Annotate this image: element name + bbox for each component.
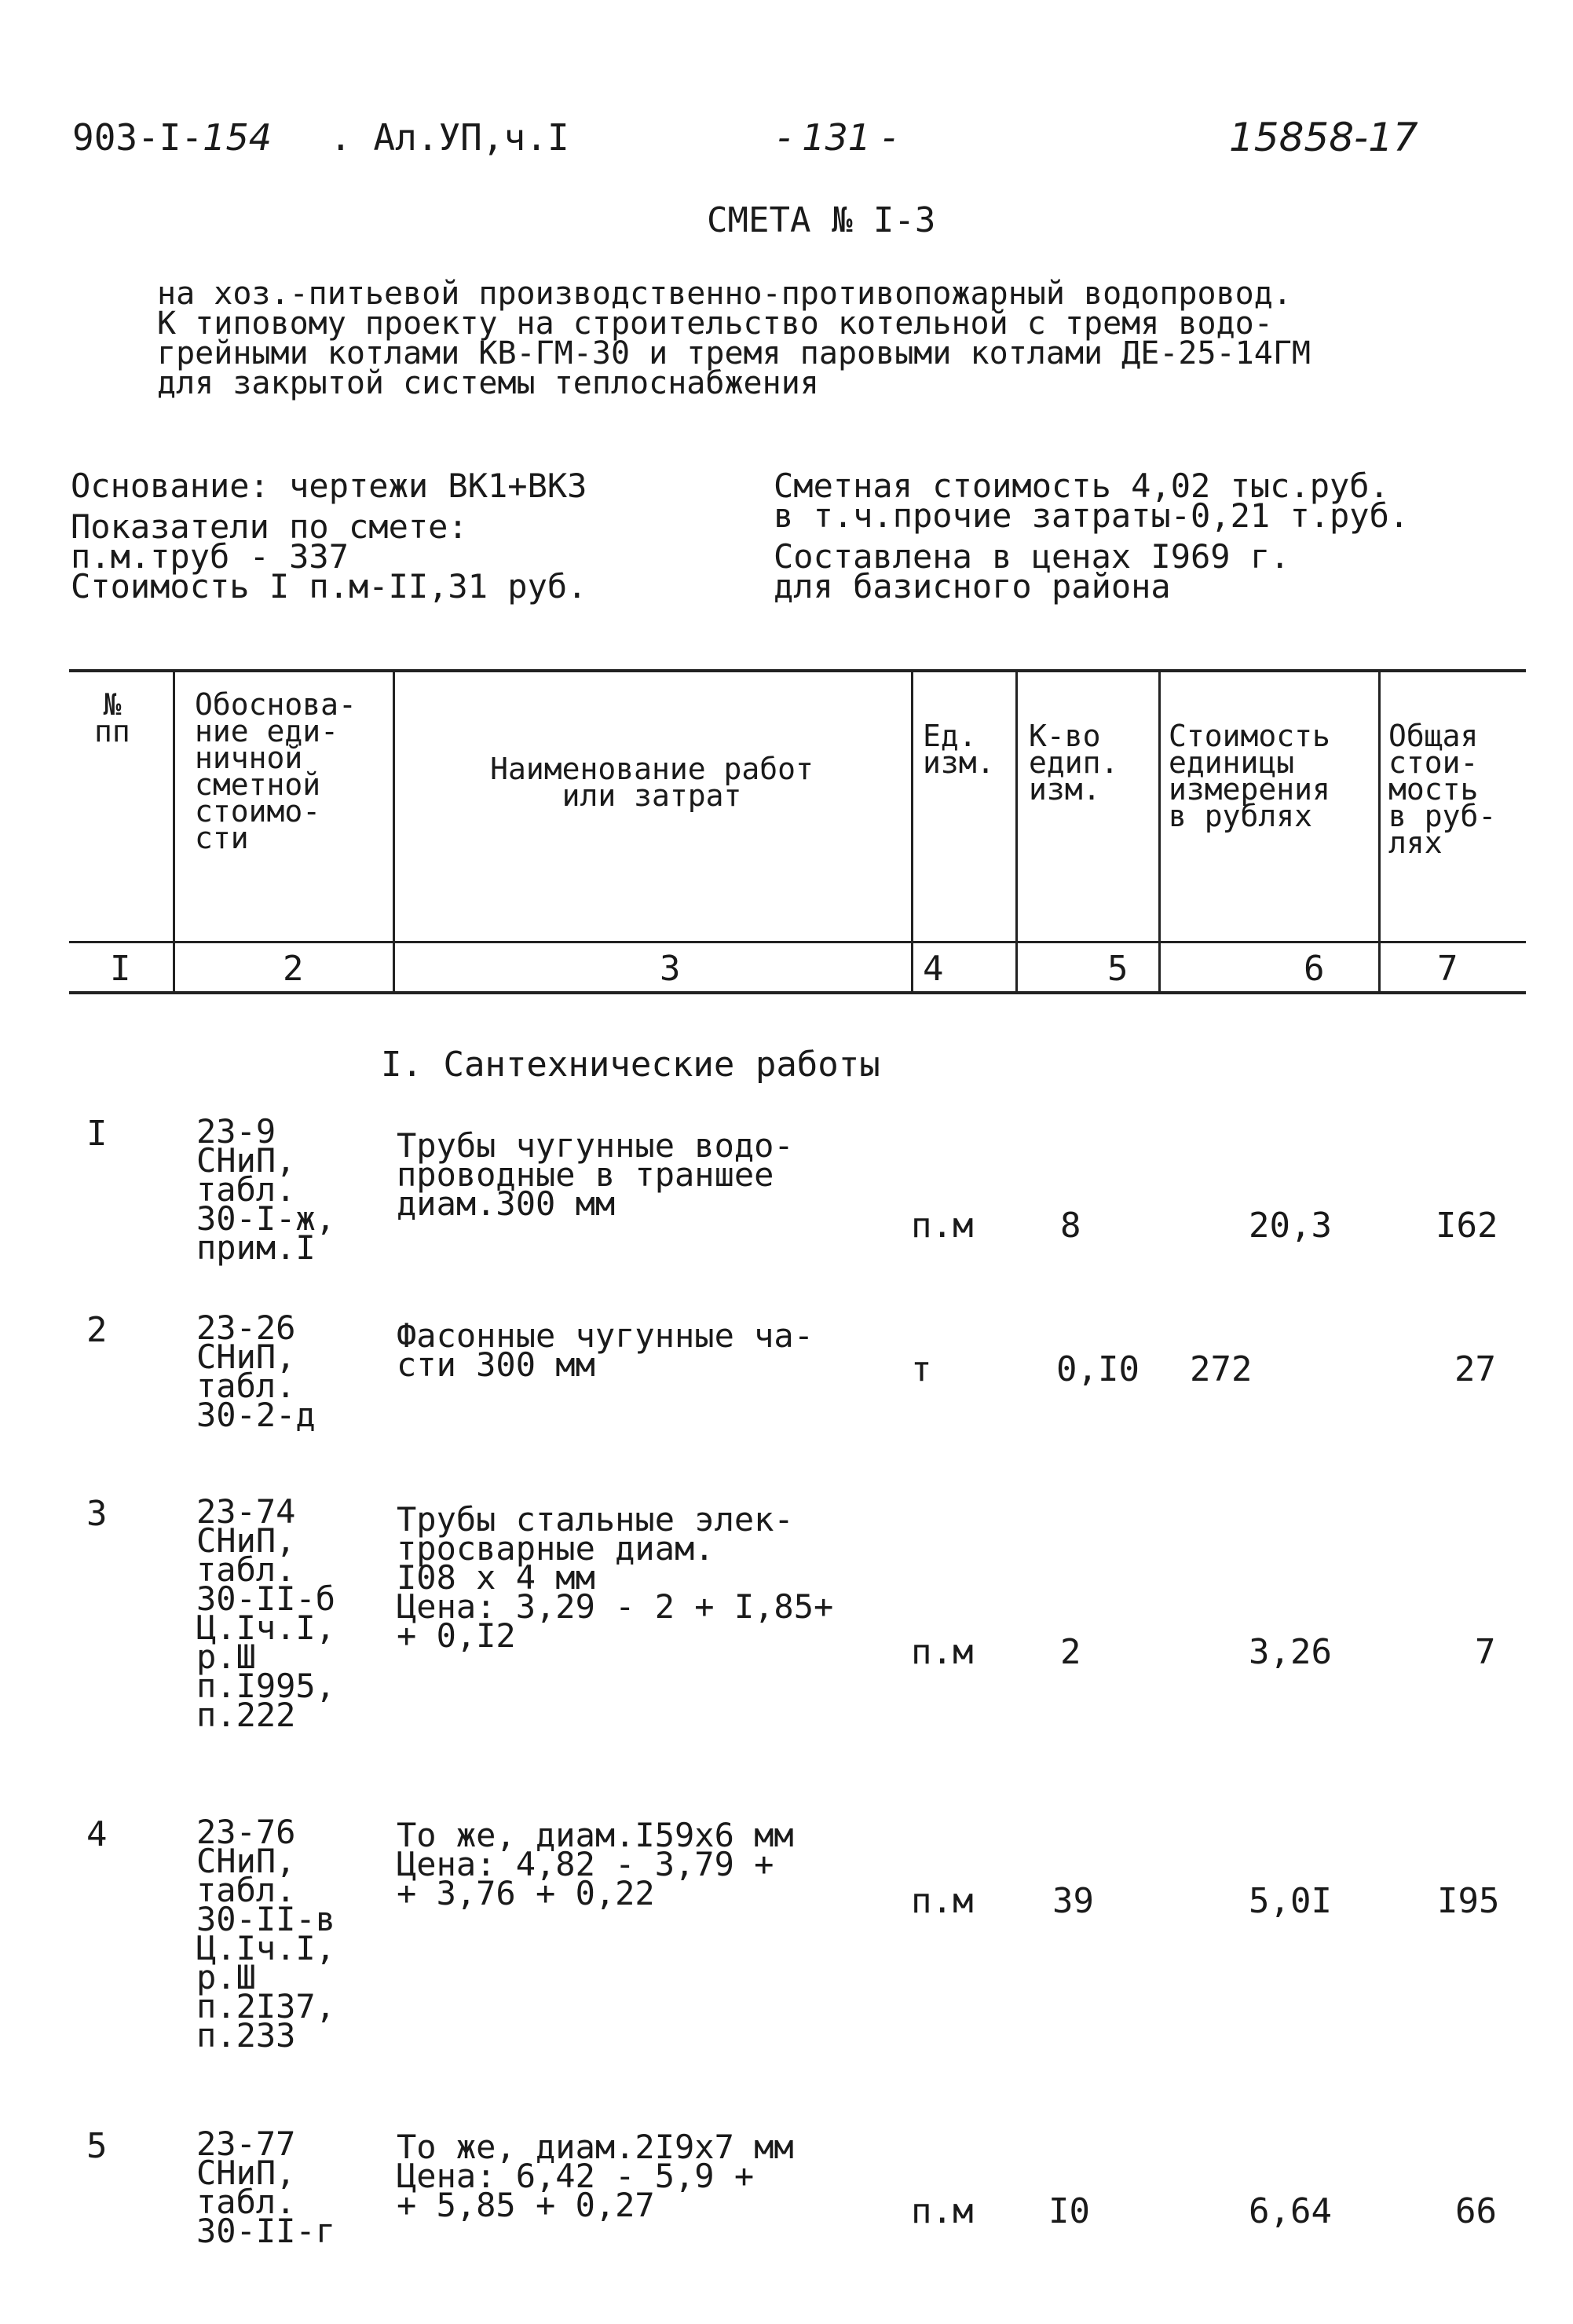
col-number: 5 bbox=[1107, 949, 1129, 989]
row-unit-price: 6,64 bbox=[1249, 2191, 1332, 2231]
column-divider bbox=[173, 672, 175, 991]
row-quantity: 2 bbox=[1060, 1632, 1081, 1672]
estimate-title: СМЕТА № I-3 bbox=[707, 200, 936, 240]
album-part: . Ал.УП,ч.I bbox=[330, 116, 569, 159]
row-total: I95 bbox=[1437, 1881, 1500, 1921]
section-title: I. Сантехнические работы bbox=[381, 1045, 880, 1085]
row-total: 66 bbox=[1455, 2191, 1497, 2231]
row-unit: п.м bbox=[911, 1632, 974, 1672]
col-number: 6 bbox=[1304, 949, 1325, 989]
row-name: То же, диам.I59х6 мм Цена: 4,82 - 3,79 + + 3,76 + 0,22 bbox=[397, 1816, 794, 1912]
row-unit: п.м bbox=[911, 1881, 974, 1921]
row-total: 7 bbox=[1475, 1632, 1496, 1672]
row-number: 5 bbox=[86, 2126, 108, 2166]
col-header-unit: Ед. изм. bbox=[923, 719, 995, 780]
column-divider bbox=[393, 672, 395, 991]
page-number: - 131 - bbox=[777, 116, 896, 159]
header-code bbox=[72, 116, 272, 159]
col-header-unit-price: Стоимость единицы измерения в рублях bbox=[1169, 719, 1330, 833]
table-top-rule bbox=[69, 669, 1526, 672]
col-number: 3 bbox=[660, 949, 681, 989]
col-number: 4 bbox=[923, 949, 944, 989]
document-number: 15858-17 bbox=[1229, 115, 1418, 160]
unit-cost: Стоимость I п.м-II,31 руб. bbox=[71, 567, 587, 606]
row-quantity: 0,I0 bbox=[1056, 1349, 1140, 1389]
row-unit-price: 5,0I bbox=[1249, 1881, 1332, 1921]
project-code-handwritten: 154 bbox=[203, 116, 272, 159]
column-numbers-rule bbox=[69, 991, 1526, 994]
row-total: I62 bbox=[1436, 1206, 1498, 1246]
row-basis: 23-74 СНиП, табл. 30-II-б Ц.Iч.I, р.Ш п.I995, п.222 bbox=[196, 1492, 336, 1734]
row-unit-price: 272 bbox=[1190, 1349, 1253, 1389]
row-number: I bbox=[86, 1114, 108, 1154]
description-line: К типовому проекту на строительство котельной с тремя водо- bbox=[157, 306, 1273, 342]
info-left bbox=[71, 467, 587, 606]
col-header-name: Наименование работ или затрат bbox=[490, 752, 814, 813]
row-basis: 23-26 СНиП, табл. 30-2-д bbox=[196, 1308, 316, 1434]
row-total: 27 bbox=[1454, 1349, 1496, 1389]
description bbox=[157, 276, 1311, 401]
row-unit: п.м bbox=[911, 1206, 974, 1246]
row-number: 2 bbox=[86, 1310, 108, 1350]
row-basis: 23-9 СНиП, табл. 30-I-ж, прим.I bbox=[196, 1112, 336, 1267]
row-unit: п.м bbox=[911, 2191, 974, 2231]
header-bottom-rule bbox=[69, 941, 1526, 943]
row-unit: т bbox=[911, 1349, 932, 1389]
description-line: для закрытой системы теплоснабжения bbox=[157, 365, 819, 401]
row-name: Трубы чугунные водо- проводные в траншее диам.300 мм bbox=[397, 1126, 794, 1223]
row-quantity: 39 bbox=[1052, 1881, 1094, 1921]
column-divider bbox=[1158, 672, 1161, 991]
indicators-label: Показатели по смете: bbox=[71, 507, 468, 546]
row-name: Трубы стальные элек- тросварные диам. I08 х 4 мм Цена: 3,29 - 2 + I,85+ + 0,I2 bbox=[397, 1500, 834, 1655]
column-divider bbox=[1378, 672, 1381, 991]
col-header-quantity: К-во едип. изм. bbox=[1029, 719, 1119, 807]
row-name: То же, диам.2I9х7 мм Цена: 6,42 - 5,9 + + 5,85 + 0,27 bbox=[397, 2128, 794, 2224]
col-number: 2 bbox=[283, 949, 304, 989]
row-unit-price: 3,26 bbox=[1249, 1632, 1332, 1672]
row-quantity: I0 bbox=[1048, 2191, 1090, 2231]
project-code-prefix: 903-I- bbox=[72, 116, 203, 159]
row-quantity: 8 bbox=[1060, 1206, 1081, 1246]
col-header-basis: Обоснова- ние еди- ничной сметной стоимо- сти bbox=[195, 687, 357, 855]
estimated-cost: Сметная стоимость 4,02 тыс.руб. bbox=[774, 467, 1389, 505]
other-costs: в т.ч.прочие затраты-0,21 т.руб. bbox=[774, 496, 1410, 535]
description-line: на хоз.-питьевой производственно-противопожарный водопровод. bbox=[157, 276, 1292, 312]
column-divider bbox=[1015, 672, 1018, 991]
col-number: 7 bbox=[1437, 949, 1458, 989]
info-right bbox=[774, 467, 1410, 606]
col-number: I bbox=[110, 949, 131, 989]
row-basis: 23-77 СНиП, табл. 30-II-г bbox=[196, 2125, 336, 2250]
base-region: для базисного района bbox=[774, 567, 1171, 606]
price-basis: Составлена в ценах I969 г. bbox=[774, 537, 1290, 576]
row-basis: 23-76 СНиП, табл. 30-II-в Ц.Iч.I, р.Ш п.2I37, п.233 bbox=[196, 1813, 336, 2055]
basis-drawings: Основание: чертежи ВК1+ВК3 bbox=[71, 467, 587, 505]
pipe-length: п.м.труб - 337 bbox=[71, 537, 349, 576]
row-number: 3 bbox=[86, 1494, 108, 1534]
description-line: грейными котлами КВ-ГМ-30 и тремя паровыми котлами ДЕ-25-14ГМ bbox=[157, 335, 1311, 371]
column-divider bbox=[911, 672, 913, 991]
col-header-total: Общая стои- мость в руб- лях bbox=[1388, 719, 1497, 860]
col-header-number: № пп bbox=[94, 687, 130, 748]
row-name: Фасонные чугунные ча- сти 300 мм bbox=[397, 1316, 814, 1384]
row-unit-price: 20,3 bbox=[1249, 1206, 1332, 1246]
row-number: 4 bbox=[86, 1814, 108, 1854]
